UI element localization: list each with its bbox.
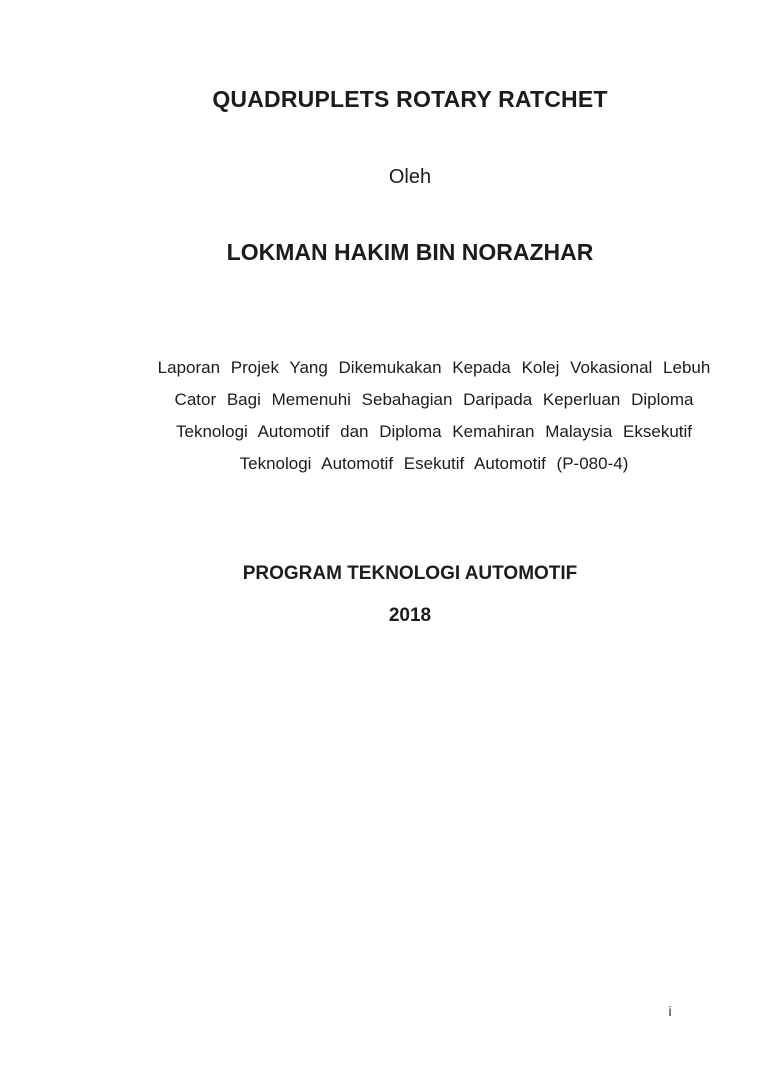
document-title: QUADRUPLETS ROTARY RATCHET <box>212 86 608 112</box>
abstract-line: Teknologi Automotif dan Diploma Kemahiran Malaysia Eksekutif <box>175 422 693 441</box>
byline-label: Oleh <box>388 166 432 188</box>
year: 2018 <box>388 605 432 626</box>
abstract-line: Cator Bagi Memenuhi Sebahagian Daripada Keperluan Diploma <box>174 390 694 409</box>
page-number: i <box>668 1003 672 1019</box>
program-name: PROGRAM TEKNOLOGI AUTOMOTIF <box>242 563 578 584</box>
abstract-line: Teknologi Automotif Esekutif Automotif (P-080-4) <box>239 454 629 473</box>
author-name: LOKMAN HAKIM BIN NORAZHAR <box>226 239 594 265</box>
abstract-line: Laporan Projek Yang Dikemukakan Kepada Kolej Vokasional Lebuh <box>157 358 711 377</box>
abstract-paragraph <box>155 352 713 480</box>
